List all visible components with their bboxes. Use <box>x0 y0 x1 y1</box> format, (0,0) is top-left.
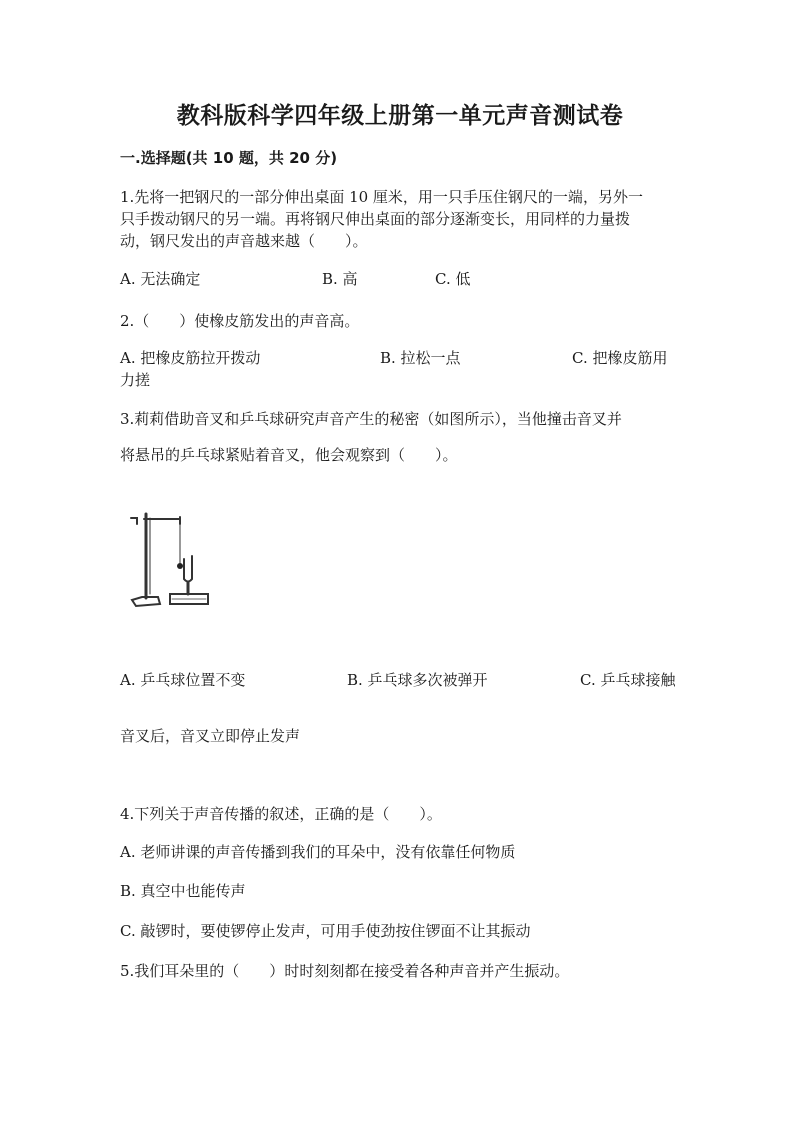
question-1-line-3: 动，钢尺发出的声音越来越（ ）。 <box>120 232 368 250</box>
question-2-option-a: A. 把橡皮筋拉开拨动 <box>120 349 261 367</box>
question-1-line-2: 只手拨动钢尺的另一端。再将钢尺伸出桌面的部分逐渐变长，用同样的力量拨 <box>120 210 631 228</box>
question-3-option-c-wrap: 音叉后，音叉立即停止发声 <box>120 727 301 745</box>
question-2-option-b: B. 拉松一点 <box>380 349 461 367</box>
question-1-option-a: A. 无法确定 <box>120 270 201 288</box>
question-3-option-c: C. 乒乓球接触 <box>580 671 676 689</box>
question-4-option-c: C. 敲锣时，要使锣停止发声，可用手使劲按住锣面不让其振动 <box>120 922 531 940</box>
question-2-option-c-wrap: 力搓 <box>120 371 151 389</box>
question-4-option-b: B. 真空中也能传声 <box>120 882 246 900</box>
section-heading: 一.选择题(共 10 题，共 20 分) <box>120 149 338 167</box>
question-5-line-1: 5.我们耳朵里的（ ）时时刻刻都在接受着各种声音并产生振动。 <box>120 962 570 980</box>
question-4-line-1: 4.下列关于声音传播的叙述，正确的是（ ）。 <box>120 805 442 823</box>
tuning-fork-apparatus-figure <box>128 508 212 612</box>
question-1-line-1: 1.先将一把钢尺的一部分伸出桌面 10 厘米，用一只手压住钢尺的一端，另外一 <box>120 188 643 206</box>
question-3-line-2: 将悬吊的乒乓球紧贴着音叉，他会观察到（ ）。 <box>120 446 458 464</box>
ping-pong-ball-icon <box>177 563 183 569</box>
question-2-line-1: 2.（ ）使橡皮筋发出的声音高。 <box>120 312 360 330</box>
question-3-option-a: A. 乒乓球位置不变 <box>120 671 246 689</box>
question-1-option-b: B. 高 <box>322 270 358 288</box>
question-3-line-1: 3.莉莉借助音叉和乒乓球研究声音产生的秘密（如图所示），当他撞击音叉并 <box>120 410 622 428</box>
question-2-option-c: C. 把橡皮筋用 <box>572 349 668 367</box>
question-4-option-a: A. 老师讲课的声音传播到我们的耳朵中，没有依靠任何物质 <box>120 843 516 861</box>
question-1-option-c: C. 低 <box>435 270 471 288</box>
question-3-option-b: B. 乒乓球多次被弹开 <box>347 671 488 689</box>
page-title: 教科版科学四年级上册第一单元声音测试卷 <box>176 103 624 129</box>
